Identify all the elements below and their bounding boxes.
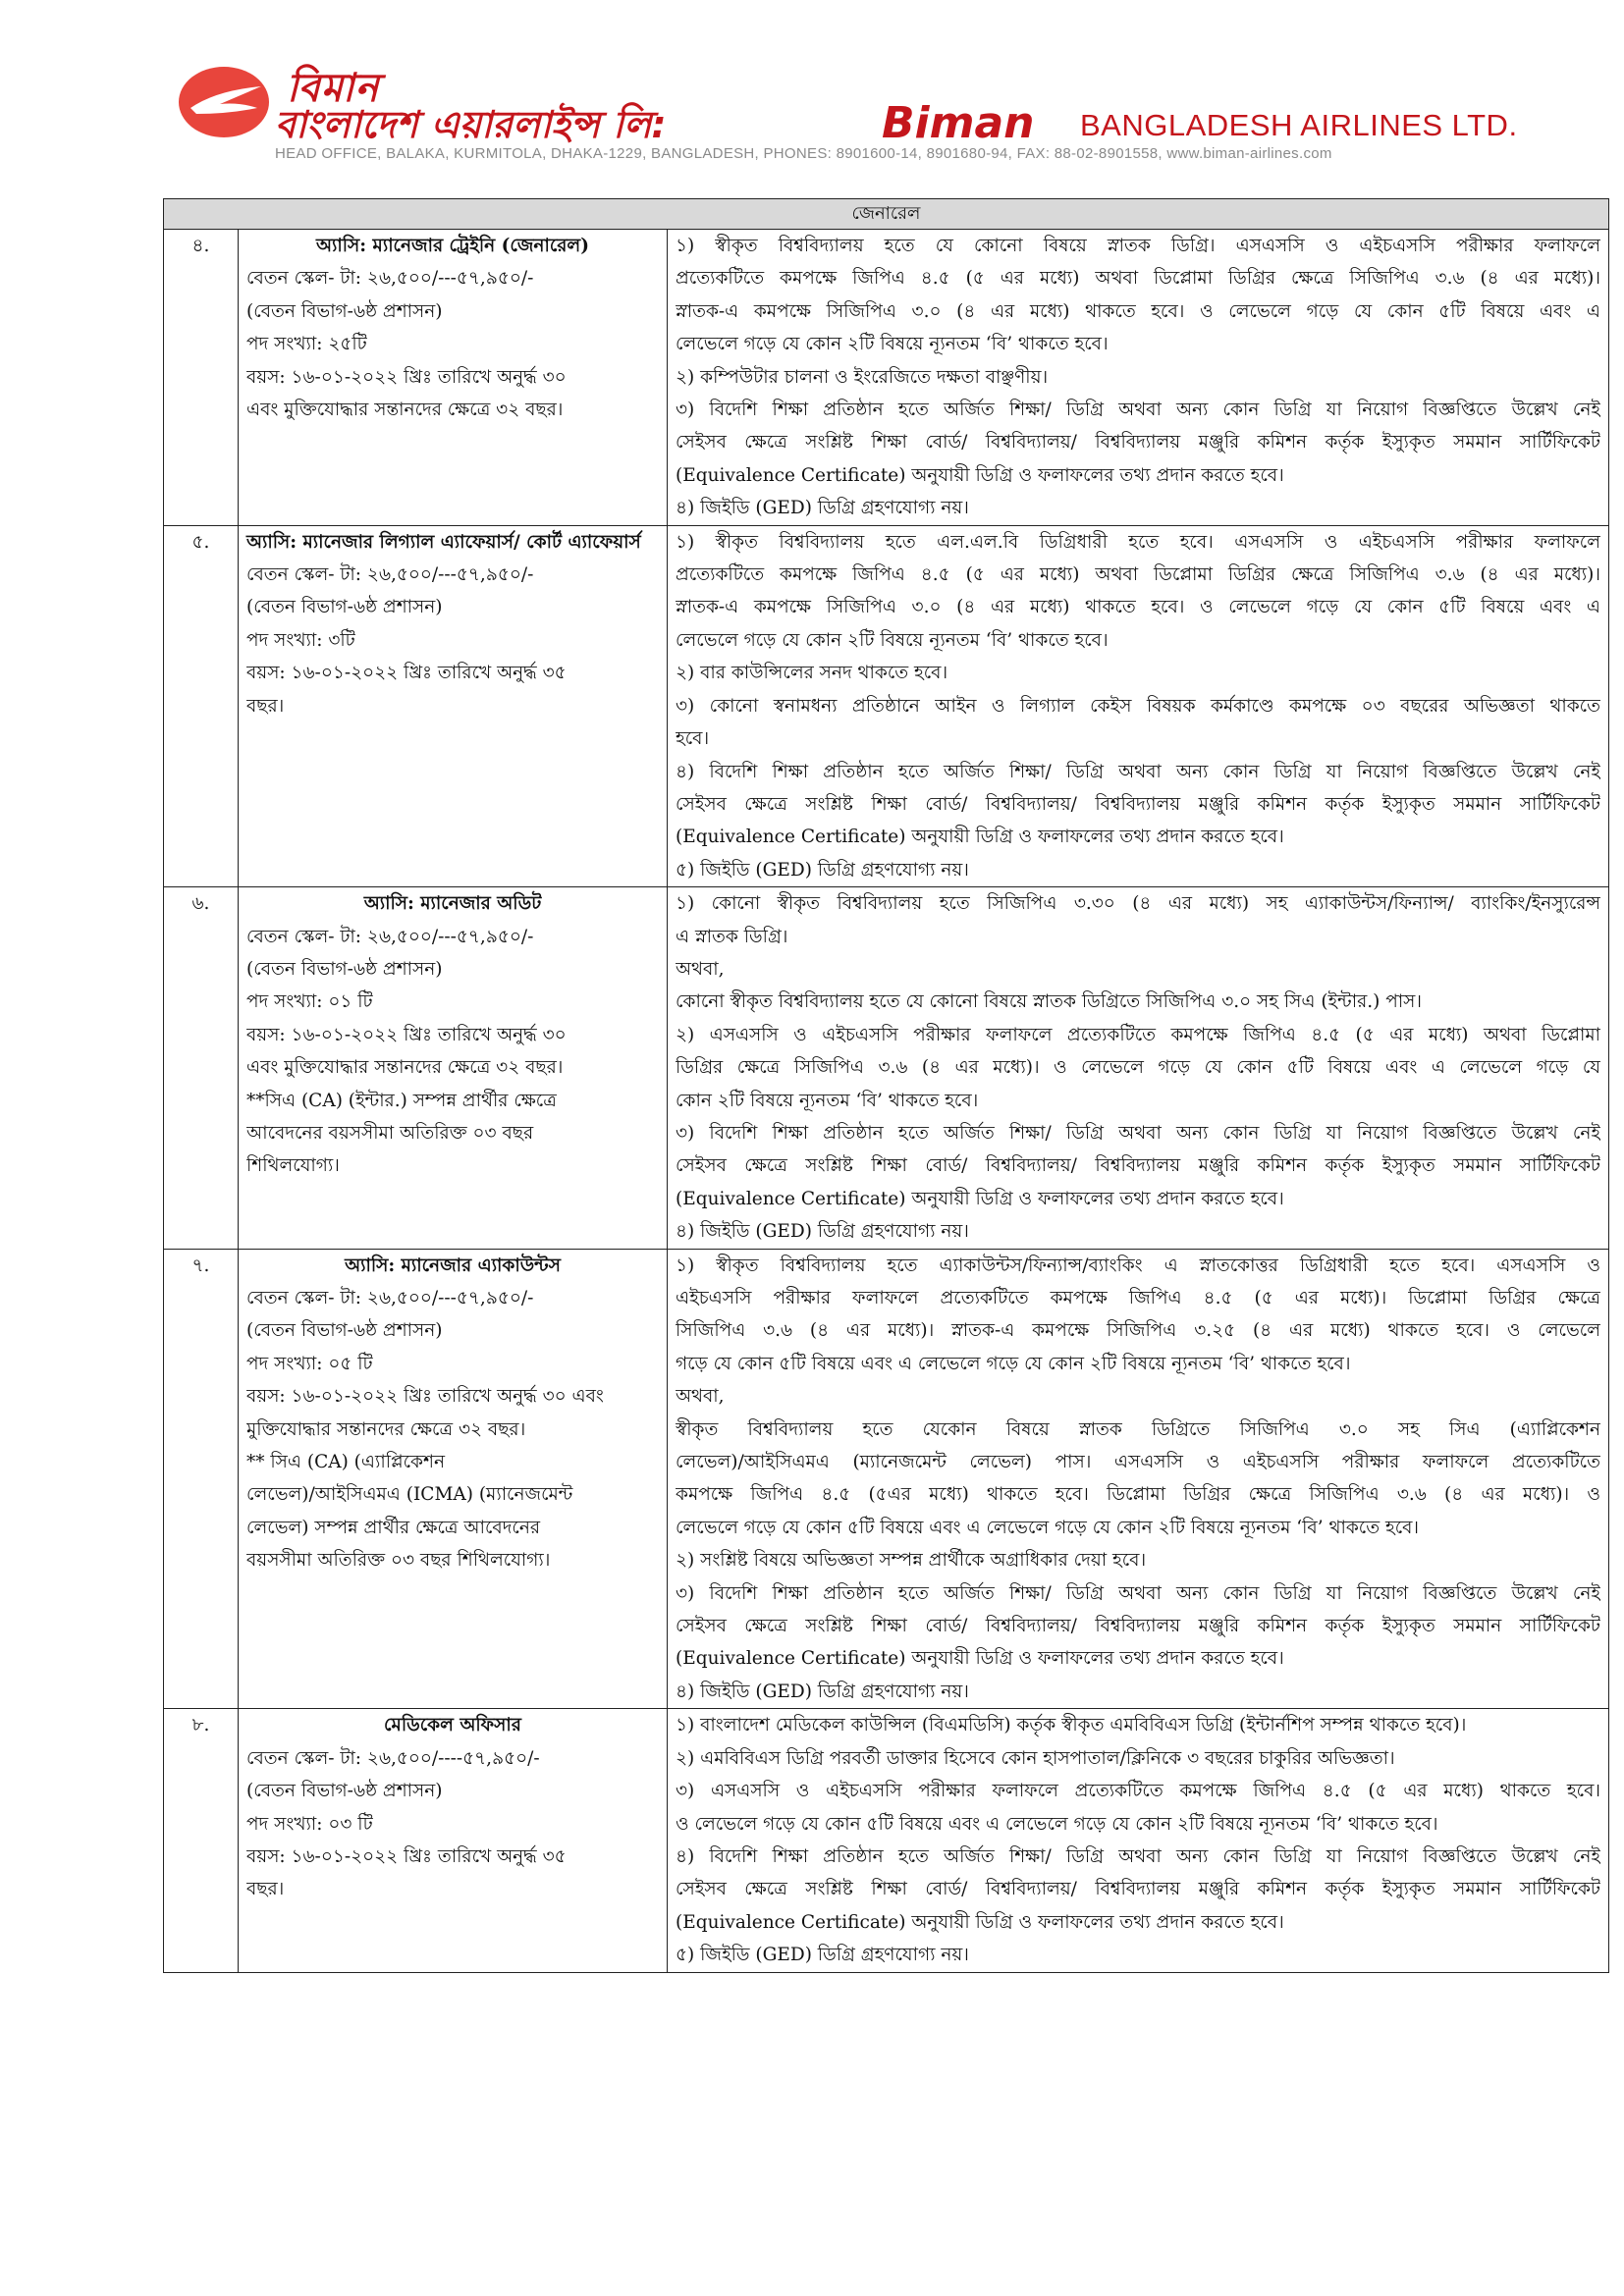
post-title: অ্যাসি: ম্যানেজার অডিট — [363, 893, 542, 915]
post-detail-line: (বেতন বিভাগ-৬ষ্ঠ প্রশাসন) — [246, 958, 443, 980]
requirement-line: ৫) জিইডি (GED) ডিগ্রি গ্রহণযোগ্য নয়। — [676, 859, 969, 881]
post-details-cell — [239, 525, 668, 886]
post-detail-line: বেতন স্কেল- টা: ২৬,৫০০/---৫৭,৯৫০/- — [246, 268, 534, 290]
requirement-line: এ স্নাতক ডিগ্রি। — [676, 926, 788, 947]
requirement-line: ২) এমবিবিএস ডিগ্রি পরবর্তী ডাক্তার হিসেবে কোন হাসপাতাল/ক্লিনিকে ৩ বছরের চাকুরির অভিজ্ঞতা। — [676, 1747, 1395, 1769]
post-detail-line: (বেতন বিভাগ-৬ষ্ঠ প্রশাসন) — [246, 597, 443, 618]
requirements-cell — [668, 525, 1609, 886]
brand-bengali-line-1: বিমান — [287, 66, 380, 111]
requirement-line: সেইসব ক্ষেত্রে সংশ্লিষ্ট শিক্ষা বোর্ড/ বিশ্ববিদ্যালয়/ বিশ্ববিদ্যালয় মঞ্জুরি কমিশন কর্তৃক ইস্যুকৃত সমমান সার্টিফিকেট — [676, 1879, 1600, 1900]
requirement-line: ১) স্বীকৃত বিশ্ববিদ্যালয় হতে এ্যাকাউন্টস/ফিন্যান্স/ব্যাংকিং এ স্নাতকোত্তর ডিগ্রিধারী হতে হবে। এসএসসি ও — [676, 1255, 1600, 1276]
requirements-cell — [668, 887, 1609, 1249]
post-detail-line: বেতন স্কেল- টা: ২৬,৫০০/---৫৭,৯৫০/- — [246, 1288, 534, 1308]
table-row — [164, 1249, 1609, 1709]
post-detail-line: পদ সংখ্যা: ০১ টি — [246, 991, 373, 1013]
requirement-line: অথবা, — [676, 1386, 725, 1408]
post-detail-line: এবং মুক্তিযোদ্ধার সন্তানদের ক্ষেত্রে ৩২ বছর। — [246, 400, 564, 421]
post-title: অ্যাসি: ম্যানেজার লিগ্যাল এ্যাফেয়ার্স/ কোর্ট এ্যাফেয়ার্স — [246, 531, 641, 553]
requirement-line: ৪) বিদেশি শিক্ষা প্রতিষ্ঠান হতে অর্জিত শিক্ষা/ ডিগ্রি অথবা অন্য কোন ডিগ্রি যা নিয়োগ বিজ্ঞপ্তিতে উল্লেখ নেই — [676, 761, 1600, 782]
brand-english-subtitle: BANGLADESH AIRLINES LTD. — [1080, 108, 1518, 142]
requirement-line: লেভেলে গড়ে যে কোন ২টি বিষয়ে ন্যূনতম ‘বি’ থাকতে হবে। — [676, 629, 1109, 651]
post-detail-line: বেতন স্কেল- টা: ২৬,৫০০/---৫৭,৯৫০/- — [246, 926, 534, 947]
serial-number: ৮. — [164, 1709, 239, 1972]
requirement-line: ৪) জিইডি (GED) ডিগ্রি গ্রহণযোগ্য নয়। — [676, 1221, 969, 1243]
post-title: অ্যাসি: ম্যানেজার এ্যাকাউন্টস — [345, 1255, 561, 1276]
requirement-line: ডিগ্রির ক্ষেত্রে সিজিপিএ ৩.৬ (৪ এর মধ্যে)। ও লেভেলে গড়ে যে কোন ৫টি বিষয়ে এবং এ লেভেলে গড়ে যে — [676, 1057, 1600, 1079]
post-detail-line: বয়স: ১৬-০১-২০২২ খ্রিঃ তারিখে অনুর্দ্ধ ৩৫ — [246, 1845, 567, 1867]
requirement-line: ১) কোনো স্বীকৃত বিশ্ববিদ্যালয় হতে সিজিপিএ ৩.৩০ (৪ এর মধ্যে) সহ এ্যাকাউন্টস/ফিন্যান্স/ ব্যাংকিং/ইনস্যুরেন্স — [676, 893, 1600, 915]
requirement-line: ৩) এসএসসি ও এইচএসসি পরীক্ষার ফলাফলে প্রত্যেকটিতে কমপক্ষে জিপিএ ৪.৫ (৫ এর মধ্যে) থাকতে হবে। — [676, 1781, 1600, 1802]
requirement-line: কমপক্ষে জিপিএ ৪.৫ (৫এর মধ্যে) থাকতে হবে। ডিপ্লোমা ডিগ্রির ক্ষেত্রে সিজিপিএ ৩.৬ (৪ এর মধ্যে)। ও — [676, 1484, 1600, 1506]
requirement-line: অথবা, — [676, 958, 725, 980]
requirements-cell — [668, 1709, 1609, 1972]
requirement-line: (Equivalence Certificate) অনুযায়ী ডিগ্রি ও ফলাফলের তথ্য প্রদান করতে হবে। — [676, 1188, 1284, 1209]
head-office-address: HEAD OFFICE, BALAKA, KURMITOLA, DHAKA-1229, BANGLADESH, PHONES: 8901600-14, 8901680-94, FAX: 88-02-8901558, www.biman-airlines.com — [275, 145, 1332, 162]
requirement-line: ১) স্বীকৃত বিশ্ববিদ্যালয় হতে এল.এল.বি ডিগ্রিধারী হতে হবে। এসএসসি ও এইচএসসি পরীক্ষার ফলাফলে — [676, 531, 1600, 553]
section-header-row — [164, 199, 1609, 230]
requirement-line: ৩) কোনো স্বনামধন্য প্রতিষ্ঠানে আইন ও লিগ্যাল কেইস বিষয়ক কর্মকাণ্ডে কমপক্ষে ০৩ বছরের অভিজ্ঞতা থাকতে — [676, 695, 1600, 717]
post-details-cell — [239, 230, 668, 526]
post-detail-line: বয়সসীমা অতিরিক্ত ০৩ বছর শিথিলযোগ্য। — [246, 1550, 551, 1572]
requirement-line: হবে। — [676, 728, 710, 750]
requirement-line: ২) বার কাউন্সিলের সনদ থাকতে হবে। — [676, 663, 948, 684]
post-detail-line: বেতন স্কেল- টা: ২৬,৫০০/----৫৭,৯৫০/- — [246, 1747, 540, 1769]
requirement-line: সেইসব ক্ষেত্রে সংশ্লিষ্ট শিক্ষা বোর্ড/ বিশ্ববিদ্যালয়/ বিশ্ববিদ্যালয় মঞ্জুরি কমিশন কর্তৃক ইস্যুকৃত সমমান সার্টিফিকেট — [676, 793, 1600, 815]
requirement-line: এইচএসসি পরীক্ষার ফলাফলে প্রত্যেকটিতে কমপক্ষে জিপিএ ৪.৫ (৫ এর মধ্যে)। ডিপ্লোমা ডিগ্রির ক্ষেত্রে — [676, 1288, 1600, 1308]
post-detail-line: এবং মুক্তিযোদ্ধার সন্তানদের ক্ষেত্রে ৩২ বছর। — [246, 1057, 564, 1079]
requirement-line: সেইসব ক্ষেত্রে সংশ্লিষ্ট শিক্ষা বোর্ড/ বিশ্ববিদ্যালয়/ বিশ্ববিদ্যালয় মঞ্জুরি কমিশন কর্তৃক ইস্যুকৃত সমমান সার্টিফিকেট — [676, 1616, 1600, 1637]
section-header: জেনারেল — [164, 199, 1609, 230]
requirement-line: সেইসব ক্ষেত্রে সংশ্লিষ্ট শিক্ষা বোর্ড/ বিশ্ববিদ্যালয়/ বিশ্ববিদ্যালয় মঞ্জুরি কমিশন কর্তৃক ইস্যুকৃত সমমান সার্টিফিকেট — [676, 432, 1600, 454]
table-row — [164, 887, 1609, 1249]
post-detail-line: পদ সংখ্যা: ০৫ টি — [246, 1353, 373, 1374]
requirement-line: ৩) বিদেশি শিক্ষা প্রতিষ্ঠান হতে অর্জিত শিক্ষা/ ডিগ্রি অথবা অন্য কোন ডিগ্রি যা নিয়োগ বিজ্ঞপ্তিতে উল্লেখ নেই — [676, 1582, 1600, 1604]
requirement-line: সেইসব ক্ষেত্রে সংশ্লিষ্ট শিক্ষা বোর্ড/ বিশ্ববিদ্যালয়/ বিশ্ববিদ্যালয় মঞ্জুরি কমিশন কর্তৃক ইস্যুকৃত সমমান সার্টিফিকেট — [676, 1155, 1600, 1177]
serial-number: ৭. — [164, 1249, 239, 1709]
brand-bengali-line-2: বাংলাদেশ এয়ারলাইন্স লি: — [275, 103, 667, 146]
post-detail-line: শিথিলযোগ্য। — [246, 1155, 340, 1177]
requirement-line: ২) সংশ্লিষ্ট বিষয়ে অভিজ্ঞতা সম্পন্ন প্রার্থীকে অগ্রাধিকার দেয়া হবে। — [676, 1550, 1147, 1572]
post-detail-line: বয়স: ১৬-০১-২০২২ খ্রিঃ তারিখে অনুর্দ্ধ ৩০ — [246, 366, 567, 388]
post-detail-line: আবেদনের বয়সসীমা অতিরিক্ত ০৩ বছর — [246, 1122, 534, 1144]
requirements-cell — [668, 230, 1609, 526]
requirement-line: ১) স্বীকৃত বিশ্ববিদ্যালয় হতে যে কোনো বিষয়ে স্নাতক ডিগ্রি। এসএসসি ও এইচএসসি পরীক্ষার ফলাফলে — [676, 236, 1600, 256]
requirement-line: গড়ে যে কোন ৫টি বিষয়ে এবং এ লেভেলে গড়ে যে কোন ২টি বিষয়ে ন্যূনতম ‘বি’ থাকতে হবে। — [676, 1353, 1351, 1374]
requirement-line: ও লেভেলে গড়ে যে কোন ৫টি বিষয়ে এবং এ লেভেলে গড়ে যে কোন ২টি বিষয়ে ন্যূনতম ‘বি’ থাকতে হবে। — [676, 1813, 1438, 1835]
table-row — [164, 525, 1609, 886]
post-detail-line: বেতন স্কেল- টা: ২৬,৫০০/---৫৭,৯৫০/- — [246, 564, 534, 586]
post-detail-line: (বেতন বিভাগ-৬ষ্ঠ প্রশাসন) — [246, 1320, 443, 1342]
requirement-line: সিজিপিএ ৩.৬ (৪ এর মধ্যে)। স্নাতক-এ কমপক্ষে সিজিপিএ ৩.২৫ (৪ এর মধ্যে) থাকতে হবে। ও লেভেলে — [676, 1320, 1600, 1342]
post-detail-line: পদ সংখ্যা: ৩টি — [246, 629, 355, 651]
serial-number: ৪. — [164, 230, 239, 526]
post-detail-line: লেভেল)/আইসিএমএ (ICMA) (ম্যানেজমেন্ট — [246, 1484, 573, 1506]
requirement-line: ৫) জিইডি (GED) ডিগ্রি গ্রহণযোগ্য নয়। — [676, 1945, 969, 1966]
post-detail-line: **সিএ (CA) (ইন্টার.) সম্পন্ন প্রার্থীর ক্ষেত্রে — [246, 1090, 557, 1111]
requirement-line: (Equivalence Certificate) অনুযায়ী ডিগ্রি ও ফলাফলের তথ্য প্রদান করতে হবে। — [676, 827, 1284, 848]
post-detail-line: (বেতন বিভাগ-৬ষ্ঠ প্রশাসন) — [246, 300, 443, 322]
requirement-line: ৩) বিদেশি শিক্ষা প্রতিষ্ঠান হতে অর্জিত শিক্ষা/ ডিগ্রি অথবা অন্য কোন ডিগ্রি যা নিয়োগ বিজ্ঞপ্তিতে উল্লেখ নেই — [676, 1122, 1600, 1144]
requirement-line: (Equivalence Certificate) অনুযায়ী ডিগ্রি ও ফলাফলের তথ্য প্রদান করতে হবে। — [676, 1648, 1284, 1670]
requirements-cell — [668, 1249, 1609, 1709]
post-detail-line: (বেতন বিভাগ-৬ষ্ঠ প্রশাসন) — [246, 1781, 443, 1802]
requirement-line: (Equivalence Certificate) অনুযায়ী ডিগ্রি ও ফলাফলের তথ্য প্রদান করতে হবে। — [676, 464, 1284, 486]
post-detail-line: বয়স: ১৬-০১-২০২২ খ্রিঃ তারিখে অনুর্দ্ধ ৩০ এবং — [246, 1386, 604, 1408]
post-title: অ্যাসি: ম্যানেজার ট্রেইনি (জেনারেল) — [316, 236, 589, 256]
requirement-line: (Equivalence Certificate) অনুযায়ী ডিগ্রি ও ফলাফলের তথ্য প্রদান করতে হবে। — [676, 1911, 1284, 1933]
post-title: মেডিকেল অফিসার — [384, 1715, 521, 1736]
post-detail-line: বছর। — [246, 1879, 285, 1900]
post-details-cell — [239, 1249, 668, 1709]
requirement-line: কোন ২টি বিষয়ে ন্যূনতম ‘বি’ থাকতে হবে। — [676, 1090, 979, 1111]
post-detail-line: লেভেল) সম্পন্ন প্রার্থীর ক্ষেত্রে আবেদনের — [246, 1517, 541, 1538]
requirement-line: স্নাতক-এ কমপক্ষে সিজিপিএ ৩.০ (৪ এর মধ্যে) থাকতে হবে। ও লেভেলে গড়ে যে কোন ৫টি বিষয়ে এবং এ — [676, 300, 1600, 322]
requirement-line: ৩) বিদেশি শিক্ষা প্রতিষ্ঠান হতে অর্জিত শিক্ষা/ ডিগ্রি অথবা অন্য কোন ডিগ্রি যা নিয়োগ বিজ্ঞপ্তিতে উল্লেখ নেই — [676, 400, 1600, 421]
biman-logo-icon — [177, 65, 275, 139]
letterhead — [177, 57, 1532, 165]
requirement-line: স্নাতক-এ কমপক্ষে সিজিপিএ ৩.০ (৪ এর মধ্যে) থাকতে হবে। ও লেভেলে গড়ে যে কোন ৫টি বিষয়ে এবং এ — [676, 597, 1600, 618]
post-detail-line: বয়স: ১৬-০১-২০২২ খ্রিঃ তারিখে অনুর্দ্ধ ৩০ — [246, 1024, 567, 1045]
serial-number: ৫. — [164, 525, 239, 886]
requirement-line: ৪) জিইডি (GED) ডিগ্রি গ্রহণযোগ্য নয়। — [676, 1681, 969, 1702]
requirement-line: প্রত্যেকটিতে কমপক্ষে জিপিএ ৪.৫ (৫ এর মধ্যে) অথবা ডিপ্লোমা ডিগ্রির ক্ষেত্রে সিজিপিএ ৩.৬ (৪ এর মধ্যে)। — [676, 268, 1600, 290]
requirement-line: ৪) জিইডি (GED) ডিগ্রি গ্রহণযোগ্য নয়। — [676, 498, 969, 519]
brand-english: Biman — [882, 98, 1035, 148]
recruitment-table — [163, 198, 1609, 1973]
requirement-line: ৪) বিদেশি শিক্ষা প্রতিষ্ঠান হতে অর্জিত শিক্ষা/ ডিগ্রি অথবা অন্য কোন ডিগ্রি যা নিয়োগ বিজ্ঞপ্তিতে উল্লেখ নেই — [676, 1845, 1600, 1867]
requirement-line: ২) কম্পিউটার চালনা ও ইংরেজিতে দক্ষতা বাঞ্ছণীয়। — [676, 366, 1049, 388]
requirement-line: ২) এসএসসি ও এইচএসসি পরীক্ষার ফলাফলে প্রত্যেকটিতে কমপক্ষে জিপিএ ৪.৫ (৫ এর মধ্যে) অথবা ডিপ্লোমা — [676, 1024, 1600, 1045]
requirement-line: কোনো স্বীকৃত বিশ্ববিদ্যালয় হতে যে কোনো বিষয়ে স্নাতক ডিগ্রিতে সিজিপিএ ৩.০ সহ সিএ (ইন্টার.) পাস। — [676, 991, 1423, 1013]
requirement-line: লেভেলে গড়ে যে কোন ২টি বিষয়ে ন্যূনতম ‘বি’ থাকতে হবে। — [676, 334, 1109, 355]
post-detail-line: পদ সংখ্যা: ০৩ টি — [246, 1813, 373, 1835]
requirement-line: স্বীকৃত বিশ্ববিদ্যালয় হতে যেকোন বিষয়ে স্নাতক ডিগ্রিতে সিজিপিএ ৩.০ সহ সিএ (এ্যাপ্লিকেশন — [676, 1418, 1600, 1440]
post-detail-line: ** সিএ (CA) (এ্যাপ্লিকেশন — [246, 1452, 445, 1473]
post-details-cell — [239, 887, 668, 1249]
serial-number: ৬. — [164, 887, 239, 1249]
table-row — [164, 1709, 1609, 1972]
table-row — [164, 230, 1609, 526]
post-details-cell — [239, 1709, 668, 1972]
post-detail-line: বয়স: ১৬-০১-২০২২ খ্রিঃ তারিখে অনুর্দ্ধ ৩৫ — [246, 663, 567, 684]
requirement-line: লেভেল)/আইসিএমএ (ম্যানেজমেন্ট লেভেল) পাস। এসএসসি ও এইচএসসি পরীক্ষার ফলাফলে প্রত্যেকটিতে — [676, 1452, 1600, 1473]
requirement-line: লেভেলে গড়ে যে কোন ৫টি বিষয়ে এবং এ লেভেলে গড়ে যে কোন ২টি বিষয়ে ন্যূনতম ‘বি’ থাকতে হবে। — [676, 1517, 1420, 1538]
requirement-line: প্রত্যেকটিতে কমপক্ষে জিপিএ ৪.৫ (৫ এর মধ্যে) অথবা ডিপ্লোমা ডিগ্রির ক্ষেত্রে সিজিপিএ ৩.৬ (৪ এর মধ্যে)। — [676, 564, 1600, 586]
requirement-line: ১) বাংলাদেশ মেডিকেল কাউন্সিল (বিএমডিসি) কর্তৃক স্বীকৃত এমবিবিএস ডিগ্রি (ইন্টার্নশিপ সম্পন্ন থাকতে হবে)। — [676, 1715, 1467, 1736]
post-detail-line: মুক্তিযোদ্ধার সন্তানদের ক্ষেত্রে ৩২ বছর। — [246, 1418, 526, 1440]
post-detail-line: বছর। — [246, 695, 285, 717]
post-detail-line: পদ সংখ্যা: ২৫টি — [246, 334, 367, 355]
